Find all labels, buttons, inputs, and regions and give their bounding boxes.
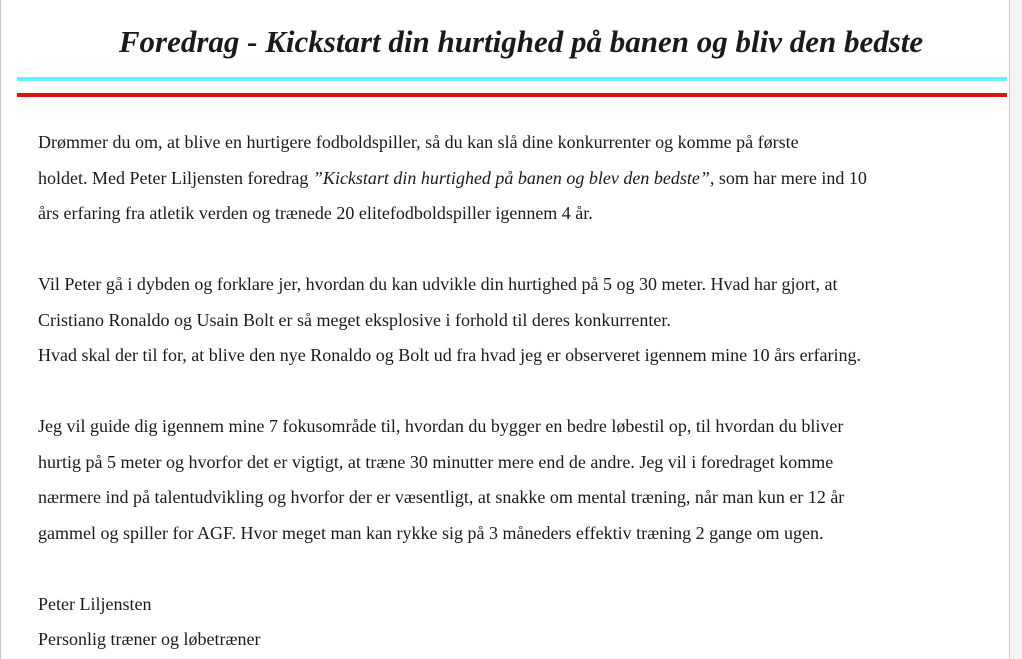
lecture-title-quote: ”Kickstart din hurtighed på banen og blev den bedste”, bbox=[312, 167, 715, 188]
signature-name: Peter Liljensten bbox=[38, 593, 152, 614]
text-segment: holdet. Med Peter Liljensten foredrag bbox=[38, 167, 313, 188]
page-edge bbox=[1010, 0, 1022, 659]
text-line: Drømmer du om, at blive en hurtigere fodboldspiller, så du kan slå dine konkurrenter og komme på første bbox=[38, 132, 799, 152]
paragraph-gap bbox=[38, 551, 998, 587]
text-line bbox=[38, 161, 998, 197]
text-line: års erfaring fra atletik verden og trænede 20 elitefodboldspiller igennem 4 år. bbox=[38, 203, 593, 223]
paragraph-intro bbox=[38, 125, 998, 232]
document-title: Foredrag - Kickstart din hurtighed på banen og bliv den bedste bbox=[118, 24, 924, 59]
text-line: Cristiano Ronaldo og Usain Bolt er så meget eksplosive i forhold til deres konkurrenter. bbox=[38, 309, 671, 330]
paragraph-speed bbox=[38, 267, 998, 374]
paragraph-gap bbox=[38, 374, 998, 410]
paragraph-focus-areas bbox=[38, 409, 998, 551]
text-line: nærmere ind på talentudvikling og hvorfor der er væsentligt, at snakke om mental træning, når man kun er 12 år bbox=[38, 487, 845, 507]
text-line: Jeg vil guide dig igennem mine 7 fokusområde til, hvordan du bygger en bedre løbestil op, til hvordan du bliver bbox=[38, 416, 844, 436]
text-line: Vil Peter gå i dybden og forklare jer, hvordan du kan udvikle din hurtighed på 5 og 30 meter. Hvad har gjort, at bbox=[38, 274, 838, 294]
paragraph-gap bbox=[38, 232, 998, 268]
document-body bbox=[38, 125, 998, 658]
red-divider bbox=[17, 93, 1007, 97]
signature-block bbox=[38, 587, 998, 658]
text-segment: som har mere ind 10 bbox=[714, 167, 867, 188]
text-line: Hvad skal der til for, at blive den nye Ronaldo og Bolt ud fra hvad jeg er observeret igennem mine 10 års erfaring. bbox=[38, 345, 862, 365]
signature-role: Personlig træner og løbetræner bbox=[38, 629, 261, 649]
cyan-divider bbox=[17, 77, 1007, 81]
text-line: hurtig på 5 meter og hvorfor det er vigtigt, at træne 30 minutter mere end de andre. Jeg vil i foredraget komme bbox=[38, 451, 834, 472]
text-line: gammel og spiller for AGF. Hvor meget man kan rykke sig på 3 måneders effektiv træning 2 gange om ugen. bbox=[38, 522, 824, 543]
